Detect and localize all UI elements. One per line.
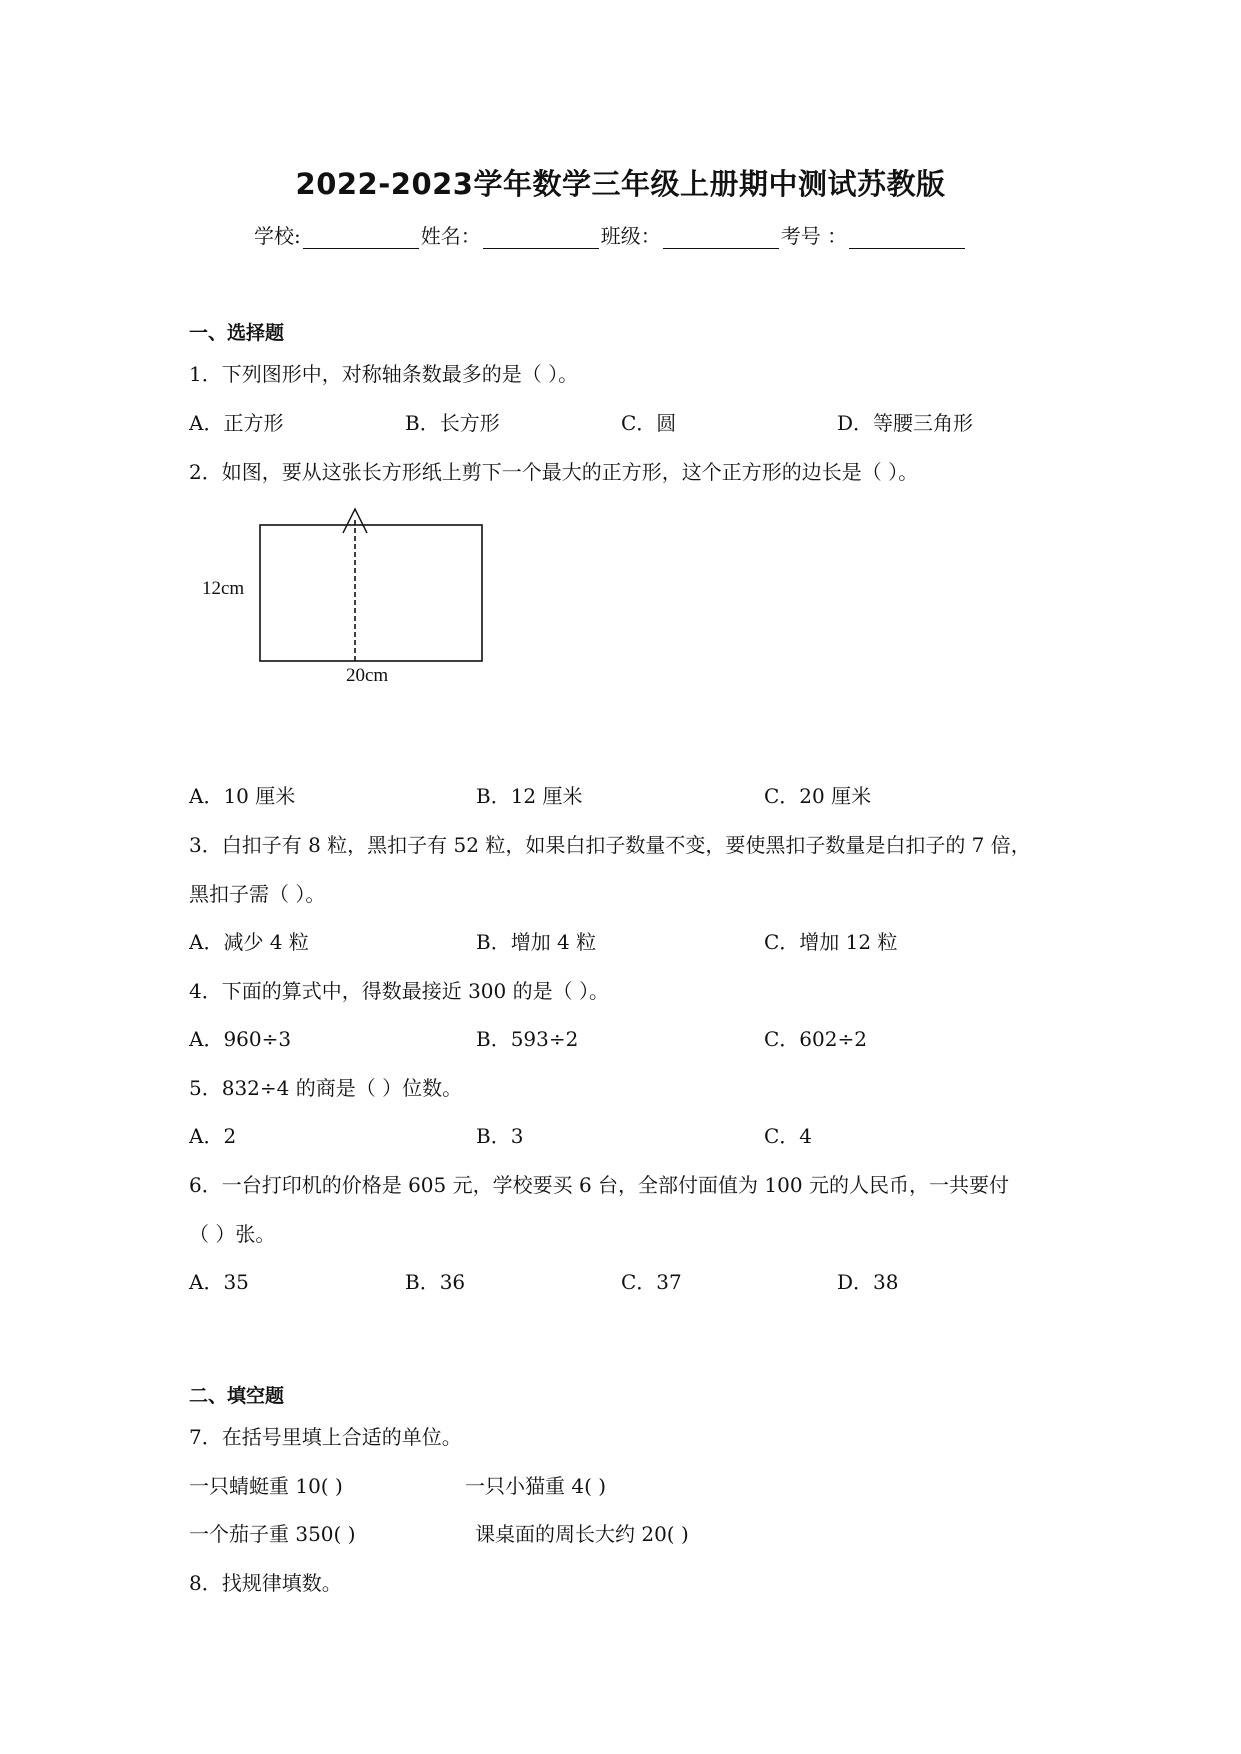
q4-option-b: B．593÷2 [476, 1027, 579, 1051]
question-1: 1．下列图形中，对称轴条数最多的是（ ）。 [189, 362, 579, 386]
height-label: 12cm [202, 578, 245, 599]
question-5: 5．832÷4 的商是（ ）位数。 [189, 1076, 463, 1100]
student-info-row [254, 220, 967, 249]
q7-dragonfly: 一只蜻蜓重 10( ) [189, 1474, 343, 1498]
q6-option-b: B．36 [405, 1270, 466, 1294]
class-label: 班级： [600, 224, 661, 248]
section-heading-fill-blank: 二、填空题 [189, 1385, 285, 1407]
q3-option-b: B．增加 4 粒 [476, 930, 597, 954]
q3-option-a: A．减少 4 粒 [189, 930, 309, 954]
q1-option-a: A．正方形 [189, 411, 284, 435]
section-heading-choice: 一、选择题 [189, 322, 285, 344]
question-7: 7．在括号里填上合适的单位。 [189, 1425, 462, 1449]
rectangle-figure [190, 505, 510, 700]
q1-option-d: D．等腰三角形 [837, 411, 974, 435]
name-blank [483, 226, 599, 249]
q7-kitten: 一只小猫重 4( ) [465, 1474, 607, 1498]
q5-option-b: B．3 [476, 1124, 524, 1148]
q1-option-c: C．圆 [621, 411, 677, 435]
exam-no-label: 考号 ： [780, 224, 848, 248]
q5-option-a: A．2 [189, 1124, 237, 1148]
q6-option-d: D．38 [837, 1270, 899, 1294]
q6-option-a: A．35 [189, 1270, 249, 1294]
q4-option-a: A．960÷3 [189, 1027, 292, 1051]
q1-option-b: B．长方形 [405, 411, 500, 435]
width-label: 20cm [346, 665, 389, 686]
q7-eggplant: 一个茄子重 350( ) [189, 1522, 356, 1546]
q5-option-c: C．4 [764, 1124, 813, 1148]
paper-rectangle [260, 525, 482, 661]
q2-option-c: C．20 厘米 [764, 784, 872, 808]
q6-option-c: C．37 [621, 1270, 682, 1294]
question-2: 2．如图，要从这张长方形纸上剪下一个最大的正方形，这个正方形的边长是（ ）。 [189, 460, 919, 484]
q3-option-c: C．增加 12 粒 [764, 930, 898, 954]
page-title: 2022-2023学年数学三年级上册期中测试苏教版 [295, 167, 946, 201]
class-blank [663, 226, 779, 249]
exam-no-blank [849, 226, 965, 249]
question-6-line-1: 6．一台打印机的价格是 605 元，学校要买 6 台，全部付面值为 100 元的人民币，一共要付 [189, 1173, 1009, 1197]
q2-option-a: A．10 厘米 [189, 784, 296, 808]
q2-option-b: B．12 厘米 [476, 784, 583, 808]
q4-option-c: C．602÷2 [764, 1027, 867, 1051]
question-6-line-2: （ ）张。 [189, 1222, 276, 1246]
question-4: 4．下面的算式中，得数最接近 300 的是（ ）。 [189, 979, 609, 1003]
school-label: 学校: [254, 224, 301, 248]
question-8: 8．找规律填数。 [189, 1571, 342, 1595]
name-label: 姓名： [420, 224, 481, 248]
question-3-line-2: 黑扣子需（ ）。 [189, 882, 326, 906]
question-3-line-1: 3．白扣子有 8 粒，黑扣子有 52 粒，如果白扣子数量不变，要使黑扣子数量是白扣子的 7 倍， [189, 833, 1031, 857]
q7-desk-perimeter: 课桌面的周长大约 20( ) [475, 1522, 689, 1546]
school-blank [303, 226, 419, 249]
